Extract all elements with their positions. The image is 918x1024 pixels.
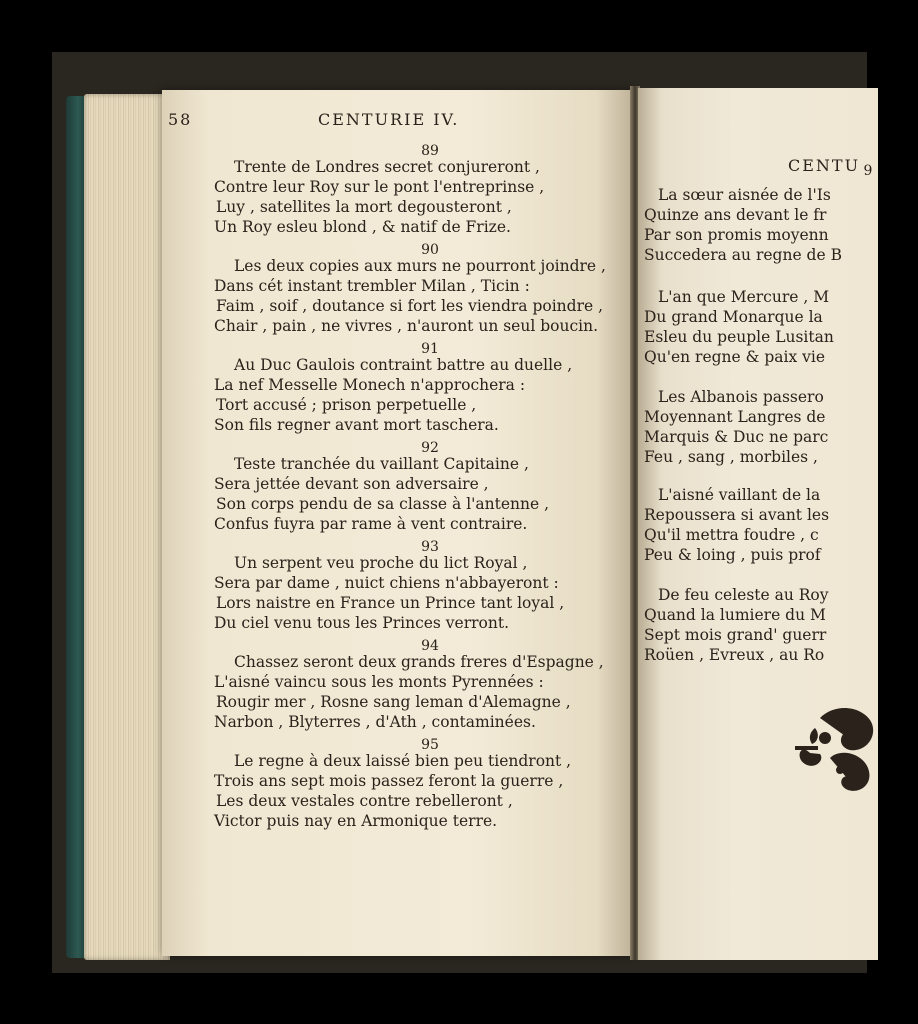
verse-number: 91 [421, 341, 439, 357]
verse-line: Sept mois grand' guerr [644, 626, 827, 644]
verse-line: Le regne à deux laissé bien peu tiendront , [234, 752, 572, 770]
verse-line: Victor puis nay en Armonique terre. [214, 812, 498, 830]
scanned-book-spread [52, 52, 873, 973]
verse-number: 94 [421, 638, 439, 654]
page-block-edges [84, 94, 170, 960]
verse-line: Repoussera si avant les [644, 506, 830, 524]
verse-line: Quinze ans devant le fr [644, 206, 827, 224]
verse-line: Qu'il mettra foudre , c [644, 526, 819, 544]
verse-line: Trente de Londres secret conjureront , [234, 158, 540, 176]
verse-line: Succedera au regne de B [644, 246, 842, 264]
verse-line: Tort accusé ; prison perpetuelle , [216, 396, 477, 414]
verse-line: Les deux vestales contre rebelleront , [216, 792, 513, 810]
verse-line: De feu celeste au Roy [658, 586, 829, 604]
verse-line: L'an que Mercure , M [658, 288, 830, 306]
verse-line: La sœur aisnée de l'Is [658, 186, 831, 204]
verse-line: Feu , sang , morbiles , [644, 448, 818, 466]
verse-number: 9 [863, 163, 873, 179]
verse-line: Dans cét instant trembler Milan , Ticin : [214, 277, 530, 295]
verse-line: Un serpent veu proche du lict Royal , [234, 554, 528, 572]
verse-line: Sera jettée devant son adversaire , [214, 475, 489, 493]
verse-line: Par son promis moyenn [644, 226, 829, 244]
verse-line: Un Roy esleu blond , & natif de Frize. [214, 218, 511, 236]
verse-line: Teste tranchée du vaillant Capitaine , [234, 455, 529, 473]
verse-line: Trois ans sept mois passez feront la guerre , [214, 772, 564, 790]
verse-line: Faim , soif , doutance si fort les viendra poindre , [216, 297, 604, 315]
verse-line: La nef Messelle Monech n'approchera : [214, 376, 526, 394]
verse-line: L'aisné vaillant de la [658, 486, 821, 504]
verse-line: Lors naistre en France un Prince tant loyal , [216, 594, 565, 612]
verse-number: 89 [421, 143, 439, 159]
verse-line: Son fils regner avant mort taschera. [214, 416, 499, 434]
verse-line: Contre leur Roy sur le pont l'entreprinse , [214, 178, 545, 196]
verse-line: Au Duc Gaulois contraint battre au duelle , [234, 356, 573, 374]
verse-line: Peu & loing , puis prof [644, 546, 821, 564]
verse-line: L'aisné vaincu sous les monts Pyrennées : [214, 673, 544, 691]
chapter-title: CENTURIE IV. [318, 110, 460, 129]
verse-line: Rougir mer , Rosne sang leman d'Alemagne , [216, 693, 571, 711]
right-running-head: CENTU [788, 156, 861, 175]
verse-number: 90 [421, 242, 439, 258]
verse-number: 92 [421, 440, 439, 456]
verse-line: Confus fuyra par rame à vent contraire. [214, 515, 528, 533]
verse-line: Roüen , Evreux , au Ro [644, 646, 825, 664]
verse-line: Moyennant Langres de [644, 408, 826, 426]
verse-line: Marquis & Duc ne parc [644, 428, 829, 446]
verse-line: Qu'en regne & paix vie [644, 348, 826, 366]
right-page [638, 88, 878, 960]
verse-line: Sera par dame , nuict chiens n'abbayeront : [214, 574, 559, 592]
floral-ornament-icon [790, 698, 880, 798]
verse-line: Narbon , Blyterres , d'Ath , contaminées. [214, 713, 536, 731]
verse-line: Du ciel venu tous les Princes verront. [214, 614, 510, 632]
verse-line: Quand la lumiere du M [644, 606, 826, 624]
verse-number: 95 [421, 737, 439, 753]
verse-line: Son corps pendu de sa classe à l'antenne , [216, 495, 550, 513]
verse-line: Chair , pain , ne vivres , n'auront un seul boucin. [214, 317, 599, 335]
verse-line: Luy , satellites la mort degousteront , [216, 198, 512, 216]
verse-line: Les deux copies aux murs ne pourront joindre , [234, 257, 606, 275]
verse-number: 93 [421, 539, 439, 555]
verse-line: Du grand Monarque la [644, 308, 823, 326]
verse-line: Esleu du peuple Lusitan [644, 328, 834, 346]
verse-line: Chassez seront deux grands freres d'Espagne , [234, 653, 604, 671]
verse-line: Les Albanois passero [658, 388, 824, 406]
page-number: 58 [168, 110, 193, 129]
